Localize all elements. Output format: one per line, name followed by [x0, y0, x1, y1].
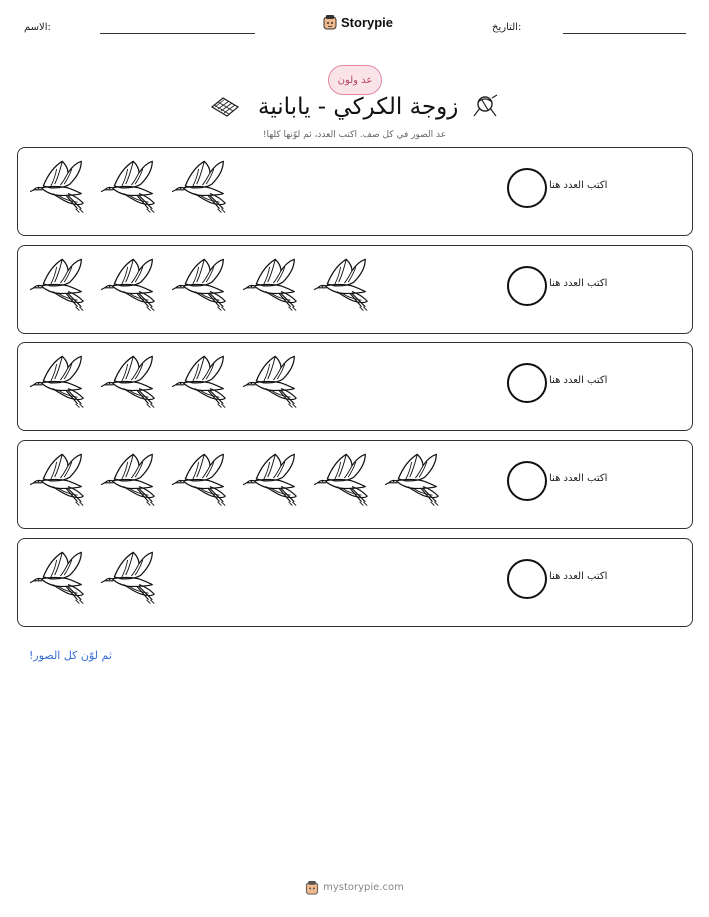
crane-icon [172, 254, 229, 314]
counting-row [17, 538, 693, 627]
answer-label: اكتب العدد هنا [549, 473, 608, 484]
date-line [563, 33, 686, 34]
crane-icon [314, 254, 371, 314]
crane-icon [243, 449, 300, 509]
date-label: التاريخ: [492, 22, 522, 33]
brand [323, 14, 393, 30]
instructions: عد الصور في كل صف. اكتب العدد، ثم لوّنها كلها! [262, 130, 447, 140]
worksheet-header [0, 12, 709, 42]
crane-group [30, 547, 158, 609]
crane-origami-icon [470, 92, 500, 122]
name-label: الاسم: [24, 22, 51, 33]
page-title: زوجة الكركي - يابانية [258, 94, 459, 120]
brand-name: Storypie [341, 14, 394, 30]
crane-icon [101, 156, 158, 216]
counting-row [17, 440, 693, 529]
crane-icon [30, 449, 87, 509]
counting-row [17, 245, 693, 334]
answer-circle[interactable] [507, 266, 547, 306]
crane-group [30, 254, 371, 316]
crane-icon [30, 351, 87, 411]
name-line [100, 33, 255, 34]
answer-circle[interactable] [507, 461, 547, 501]
crane-icon [30, 156, 87, 216]
crane-icon [101, 254, 158, 314]
answer-circle[interactable] [507, 168, 547, 208]
crane-group [30, 156, 229, 218]
color-instruction: ثم لوّن كل الصور! [29, 649, 112, 662]
answer-label: اكتب العدد هنا [549, 571, 608, 582]
crane-icon [172, 351, 229, 411]
crane-icon [243, 254, 300, 314]
crane-icon [172, 156, 229, 216]
footer [0, 880, 709, 895]
answer-label: اكتب العدد هنا [549, 180, 608, 191]
counting-row [17, 147, 693, 236]
crane-icon [385, 449, 442, 509]
storypie-footer-logo-icon [305, 880, 319, 895]
crane-group [30, 449, 442, 511]
crane-icon [101, 547, 158, 607]
crane-icon [101, 449, 158, 509]
folding-fan-icon [209, 95, 241, 119]
activity-badge: عد ولون [328, 65, 382, 95]
crane-icon [30, 254, 87, 314]
answer-label: اكتب العدد هنا [549, 278, 608, 289]
crane-icon [101, 351, 158, 411]
crane-icon [30, 547, 87, 607]
answer-circle[interactable] [507, 363, 547, 403]
crane-icon [243, 351, 300, 411]
title-row [0, 92, 709, 126]
answer-circle[interactable] [507, 559, 547, 599]
crane-group [30, 351, 300, 413]
counting-row [17, 342, 693, 431]
crane-icon [314, 449, 371, 509]
crane-icon [172, 449, 229, 509]
footer-url[interactable]: mystorypie.com [323, 882, 404, 893]
storypie-logo-icon [323, 14, 337, 30]
answer-label: اكتب العدد هنا [549, 375, 608, 386]
